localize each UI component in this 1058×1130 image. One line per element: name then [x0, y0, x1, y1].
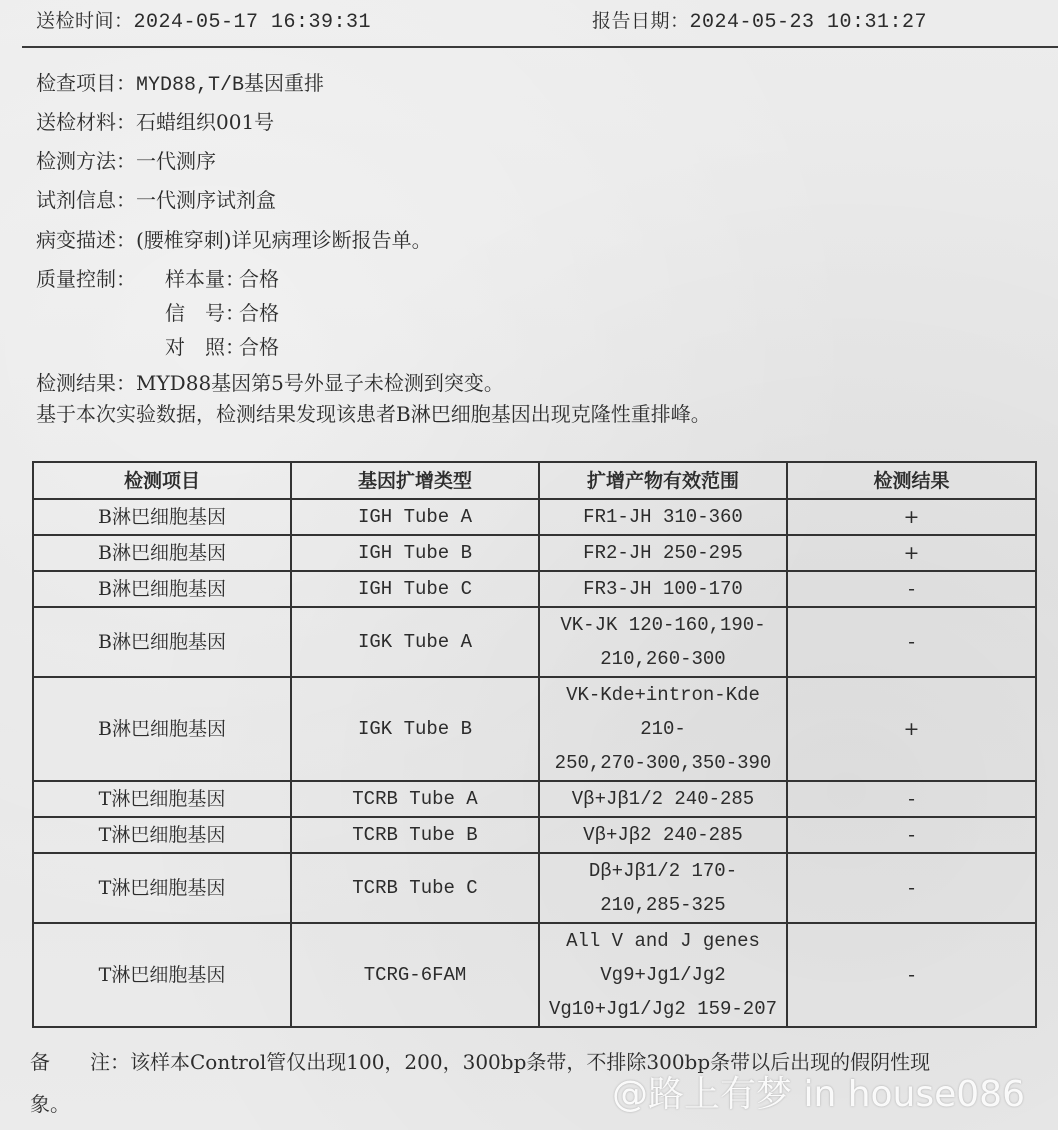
row-range	[539, 923, 787, 1027]
submit-time-value: 2024-05-17 16:39:31	[133, 11, 372, 34]
col-header-range: 扩增产物有效范围	[539, 462, 787, 499]
lesion-value: (腰椎穿刺)详见病理诊断报告单。	[136, 228, 432, 252]
range-line: FR2-JH 250-295	[583, 542, 743, 564]
watermark: @路上有梦 in house086	[612, 1074, 1025, 1115]
row-range	[539, 853, 787, 923]
report-date-value: 2024-05-23 10:31:27	[689, 11, 928, 34]
qc-control	[165, 331, 279, 360]
method-label: 检测方法：	[36, 149, 136, 173]
range-line: 250,270-300,350-390	[554, 752, 772, 774]
conclusion-line: 基于本次实验数据，检测结果发现该患者B淋巴细胞基因出现克隆性重排峰。	[36, 402, 711, 426]
row-gene: B淋巴细胞基因	[33, 535, 291, 571]
range-line: FR3-JH 100-170	[583, 578, 743, 600]
table-row	[33, 535, 1036, 571]
row-type: TCRB Tube C	[291, 853, 539, 923]
row-gene: B淋巴细胞基因	[33, 571, 291, 607]
col-header-item: 检测项目	[33, 462, 291, 499]
reagent-label: 试剂信息：	[36, 188, 136, 212]
row-result: +	[787, 677, 1036, 781]
qc-item-value: 合格	[239, 301, 279, 325]
qc-sample-amount	[165, 263, 279, 292]
range-line: 210,285-325	[600, 894, 726, 916]
row-gene: B淋巴细胞基因	[33, 677, 291, 781]
row-type: IGH Tube A	[291, 499, 539, 535]
row-type: IGK Tube B	[291, 677, 539, 781]
range-line: VK-Kde+intron-Kde 210-	[566, 684, 760, 740]
lesion-line	[36, 224, 432, 253]
submit-time-label: 送检时间：	[36, 10, 134, 32]
col-header-type: 基因扩增类型	[291, 462, 539, 499]
result-line	[36, 367, 504, 396]
reagent-line	[36, 184, 276, 213]
report-date-label: 报告日期：	[592, 10, 690, 32]
report-date-field	[592, 6, 927, 34]
material-label: 送检材料：	[36, 110, 136, 134]
table-row	[33, 781, 1036, 817]
exam-item-line	[36, 67, 324, 97]
remark-continuation: 象。	[30, 1092, 70, 1116]
row-type: TCRB Tube B	[291, 817, 539, 853]
range-line: Vg9+Jg1/Jg2	[600, 964, 726, 986]
method-value: 一代测序	[136, 149, 216, 173]
row-range	[539, 571, 787, 607]
row-type: IGH Tube B	[291, 535, 539, 571]
material-line	[36, 106, 274, 135]
qc-signal	[165, 297, 279, 326]
remark-text: 该样本Control管仅出现100，200，300bp条带，不排除300bp条带以后出现的假阴性现	[130, 1050, 931, 1074]
exam-item-label: 检查项目：	[36, 71, 136, 95]
result-label: 检测结果：	[36, 371, 136, 395]
row-result: -	[787, 571, 1036, 607]
row-gene: T淋巴细胞基因	[33, 923, 291, 1027]
lesion-label: 病变描述：	[36, 228, 136, 252]
row-type: IGK Tube A	[291, 607, 539, 677]
method-line	[36, 145, 216, 174]
qc-item-label: 样本量：	[165, 267, 245, 291]
table-row	[33, 571, 1036, 607]
row-result: +	[787, 499, 1036, 535]
range-line: Vg10+Jg1/Jg2 159-207	[548, 998, 778, 1020]
range-line: Vβ+Jβ2 240-285	[583, 824, 743, 846]
row-type: TCRB Tube A	[291, 781, 539, 817]
table-row	[33, 817, 1036, 853]
table-header-row	[33, 462, 1036, 499]
table-row	[33, 853, 1036, 923]
row-range	[539, 535, 787, 571]
table-row	[33, 499, 1036, 535]
range-line: Dβ+Jβ1/2 170-	[588, 860, 738, 882]
material-value: 石蜡组织001号	[136, 110, 275, 134]
row-range	[539, 781, 787, 817]
submit-time-field	[36, 6, 371, 34]
range-line: VK-JK 120-160,190-	[560, 614, 766, 636]
header-divider	[22, 46, 1058, 48]
qc-label: 质量控制：	[36, 267, 136, 291]
qc-item-value: 合格	[239, 267, 279, 291]
row-range	[539, 817, 787, 853]
table-row	[33, 607, 1036, 677]
range-line: 210,260-300	[600, 648, 726, 670]
row-gene: B淋巴细胞基因	[33, 499, 291, 535]
table-row	[33, 923, 1036, 1027]
row-result: -	[787, 923, 1036, 1027]
row-type: TCRG-6FAM	[291, 923, 539, 1027]
range-line: All V and J genes	[566, 930, 760, 952]
row-type: IGH Tube C	[291, 571, 539, 607]
row-gene: T淋巴细胞基因	[33, 817, 291, 853]
results-table	[32, 461, 1037, 1028]
row-gene: T淋巴细胞基因	[33, 781, 291, 817]
qc-item-value: 合格	[239, 335, 279, 359]
col-header-result: 检测结果	[787, 462, 1036, 499]
range-line: FR1-JH 310-360	[583, 506, 743, 528]
row-result: -	[787, 781, 1036, 817]
row-gene: T淋巴细胞基因	[33, 853, 291, 923]
range-line: Vβ+Jβ1/2 240-285	[571, 788, 755, 810]
row-range	[539, 499, 787, 535]
qc-item-label: 信 号：	[165, 301, 245, 325]
row-result: -	[787, 817, 1036, 853]
table-body	[33, 499, 1036, 1027]
row-result: -	[787, 607, 1036, 677]
row-range	[539, 607, 787, 677]
exam-item-value: MYD88,T/B基因重排	[136, 74, 325, 97]
result-value: MYD88基因第5号外显子未检测到突变。	[136, 371, 504, 395]
remark-label: 备 注：	[30, 1050, 130, 1074]
reagent-value: 一代测序试剂盒	[136, 188, 276, 212]
row-range	[539, 677, 787, 781]
qc-item-label: 对 照：	[165, 335, 245, 359]
row-gene: B淋巴细胞基因	[33, 607, 291, 677]
row-result: +	[787, 535, 1036, 571]
table-row	[33, 677, 1036, 781]
row-result: -	[787, 853, 1036, 923]
